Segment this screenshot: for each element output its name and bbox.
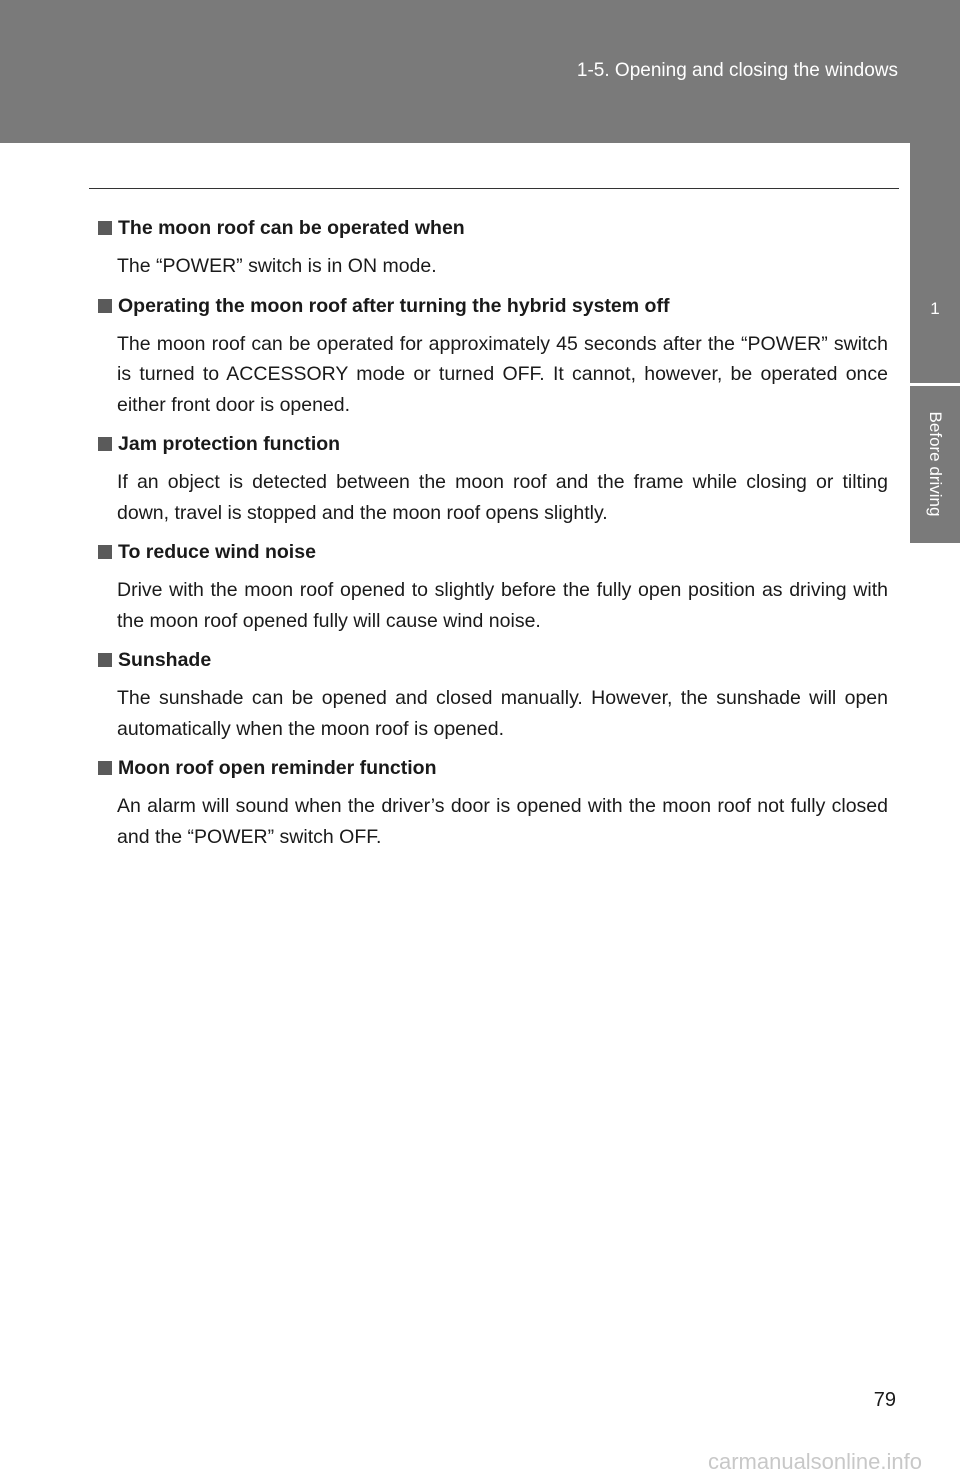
- square-bullet-icon: [98, 437, 112, 451]
- item-heading-text: Moon roof open reminder function: [118, 757, 437, 779]
- item-heading-text: The moon roof can be operated when: [118, 217, 465, 239]
- page-number: 79: [873, 1389, 896, 1411]
- chapter-number-tab: [910, 143, 960, 383]
- square-bullet-icon: [98, 545, 112, 559]
- watermark: carmanualsonline.info: [707, 1449, 922, 1474]
- info-item: [98, 754, 888, 852]
- item-heading-text: Jam protection function: [118, 433, 341, 455]
- chapter-label-tab: [910, 386, 960, 543]
- item-body: An alarm will sound when the driver’s door is opened with the moon roof not fully closed and the “POWER” switch OFF.: [117, 795, 888, 848]
- square-bullet-icon: [98, 761, 112, 775]
- item-heading: [98, 646, 888, 675]
- item-heading: [98, 754, 888, 783]
- item-heading-text: To reduce wind noise: [118, 541, 316, 563]
- item-heading: [98, 538, 888, 567]
- square-bullet-icon: [98, 299, 112, 313]
- item-body: Drive with the moon roof opened to slightly before the fully open position as driving with the moon roof opened fully will cause wind noise.: [117, 579, 888, 632]
- item-heading-text: Operating the moon roof after turning the hybrid system off: [118, 294, 670, 317]
- header-divider: [89, 188, 899, 189]
- info-item: [98, 538, 888, 636]
- main-content: [98, 214, 888, 862]
- chapter-label: Before driving: [926, 411, 945, 517]
- item-body: The moon roof can be operated for approximately 45 seconds after the “POWER” switch is turned to ACCESSORY mode or turned OFF. It cannot, however, be operated once either front door is opened.: [117, 332, 888, 416]
- item-heading: [98, 430, 888, 459]
- info-item: [98, 292, 888, 421]
- item-body: If an object is detected between the moon roof and the frame while closing or tilting down, travel is stopped and the moon roof opens slightly.: [117, 471, 888, 524]
- section-title: 1-5. Opening and closing the windows: [576, 60, 898, 81]
- info-item: [98, 214, 888, 282]
- item-body: The “POWER” switch is in ON mode.: [117, 255, 437, 277]
- item-heading-text: Sunshade: [118, 649, 212, 671]
- square-bullet-icon: [98, 653, 112, 667]
- chapter-side-tab: [910, 143, 960, 1484]
- item-body: The sunshade can be opened and closed manually. However, the sunshade will open automatically when the moon roof is opened.: [117, 687, 888, 740]
- item-heading: [98, 292, 888, 321]
- header-band: [0, 0, 960, 143]
- info-item: [98, 430, 888, 528]
- item-heading: [98, 214, 888, 243]
- chapter-number: 1: [930, 299, 940, 318]
- square-bullet-icon: [98, 221, 112, 235]
- info-item: [98, 646, 888, 744]
